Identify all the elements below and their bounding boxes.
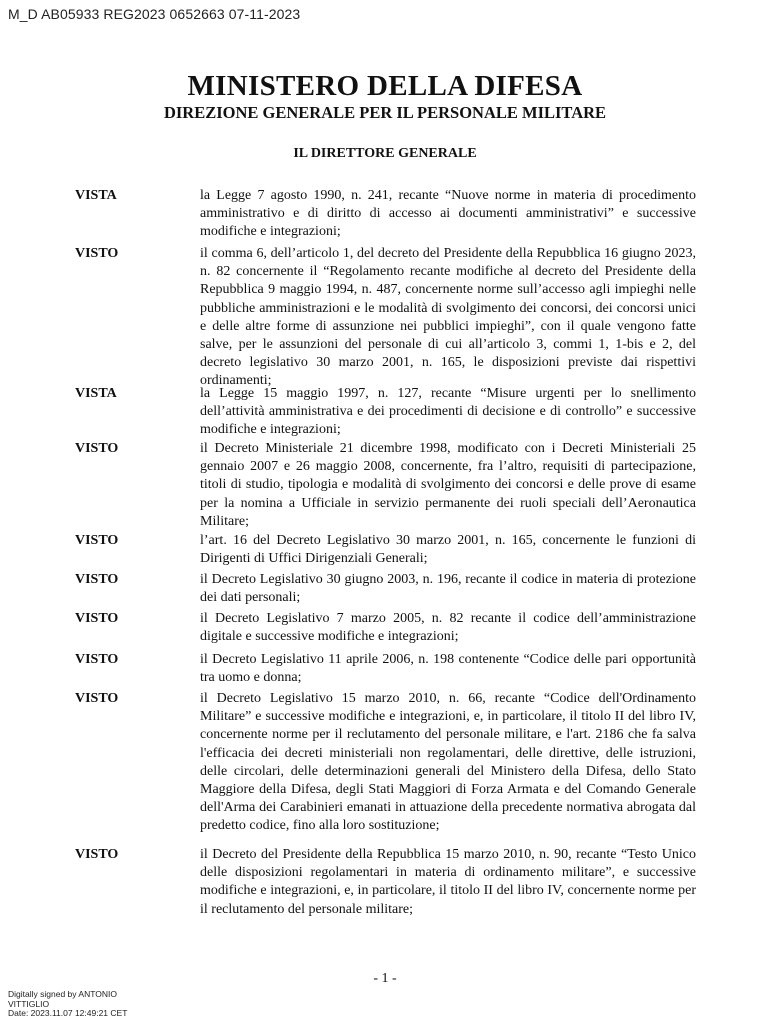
clause-text: il Decreto Legislativo 7 marzo 2005, n. 82 recante il codice dell’amministrazione digitale e successive modifiche e integrazioni; xyxy=(200,611,696,645)
clause-text: la Legge 7 agosto 1990, n. 241, recante “Nuove norme in materia di procedimento amministrativo e di diritto di accesso ai documenti amministrativi” e successive modifiche e integrazioni; xyxy=(200,188,696,240)
protocol-stamp: M_D AB05933 REG2023 0652663 07-11-2023 xyxy=(8,6,301,22)
signature-line: VITTIGLIO xyxy=(8,998,50,1009)
clause-label: VISTA xyxy=(75,386,117,401)
ministry-title: MINISTERO DELLA DIFESA xyxy=(187,70,583,102)
page-number: - 1 - xyxy=(373,971,397,986)
directorate-subtitle: DIREZIONE GENERALE PER IL PERSONALE MILITARE xyxy=(163,103,607,122)
clause-text: la Legge 15 maggio 1997, n. 127, recante “Misure urgenti per lo snellimento dell’attività amministrativa e dei procedimenti di decisione e di controllo” e successive modifiche e integrazioni; xyxy=(200,386,696,438)
signature-line: Digitally signed by ANTONIO xyxy=(8,989,117,999)
clause-text: il Decreto del Presidente della Repubblica 15 marzo 2010, n. 90, recante “Testo Unico delle disposizioni regolamentari in materia di ordinamento militare”, e successive modifiche e integrazioni, e, in particolare, il titolo II del libro IV, concernente norme per il reclutamento del personale militare; xyxy=(200,847,696,917)
clause-label: VISTO xyxy=(75,246,119,261)
clause-text: il Decreto Legislativo 11 aprile 2006, n. 198 contenente “Codice delle pari opportunità tra uomo e donna; xyxy=(200,652,696,686)
clause-label: VISTO xyxy=(75,572,119,587)
signature-date: Date: 2023.11.07 12:49:21 CET xyxy=(8,1008,128,1018)
clause-text: il Decreto Legislativo 15 marzo 2010, n. 66, recante “Codice dell'Ordinamento Militare” e successive modifiche e integrazioni, e, in particolare, il titolo II del libro IV, concernente norme per il reclutamento del personale militare, e l'art. 2186 che fa salva l'efficacia dei decreti ministeriali non regolamentari, delle direttive, delle istruzioni, delle circolari, delle determinazioni generali del Ministero della Difesa, dello Stato Maggiore della Difesa, degli Stati Maggiori di Forza Armata e del Comando Generale dell'Arma dei Carabinieri emanati in attuazione della precedente normativa abrogata dal predetto codice, fino alla loro sostituzione; xyxy=(200,691,696,834)
clause-label: VISTO xyxy=(75,652,119,667)
clause-text: il comma 6, dell’articolo 1, del decreto del Presidente della Repubblica 16 giugno 2023, n. 82 concernente il “Regolamento recante modifiche al decreto del Presidente della Repubblica 9 maggio 1994, n. 487, concernente norme sull’accesso agli impieghi nelle pubbliche amministrazioni e le modalità di svolgimento dei concorsi, dei concorsi unici e delle altre forme di assunzione nei pubblici impieghi”, con il quale vengono fatte salve, per le assunzioni del personale di cui all’articolo 3, commi 1, 1-bis e 2, del decreto legislativo 30 marzo 2001, n. 165, le disposizioni previste dai rispettivi ordinamenti; xyxy=(200,246,696,389)
clause-text: il Decreto Legislativo 30 giugno 2003, n. 196, recante il codice in materia di protezione dei dati personali; xyxy=(200,572,696,606)
clause-label: VISTO xyxy=(75,847,119,862)
clause-label: VISTO xyxy=(75,611,119,626)
clause-label: VISTA xyxy=(75,188,117,203)
clause-text: il Decreto Ministeriale 21 dicembre 1998, modificato con i Decreti Ministeriali 25 gennaio 2007 e 26 maggio 2008, concernente, fra l’altro, requisiti di partecipazione, titoli di studio, tipologia e modalità di svolgimento dei concorsi e delle prove di esame per la nomina a Ufficiale in servizio permanente dei ruoli speciali dell’Aeronautica Militare; xyxy=(200,441,696,529)
issuer-heading: IL DIRETTORE GENERALE xyxy=(293,146,477,161)
clause-label: VISTO xyxy=(75,533,119,548)
clause-label: VISTO xyxy=(75,691,119,706)
clause-label: VISTO xyxy=(75,441,119,456)
digital-signature xyxy=(8,990,148,1019)
clause-text: l’art. 16 del Decreto Legislativo 30 marzo 2001, n. 165, concernente le funzioni di Dirigenti di Uffici Dirigenziali Generali; xyxy=(200,533,696,567)
